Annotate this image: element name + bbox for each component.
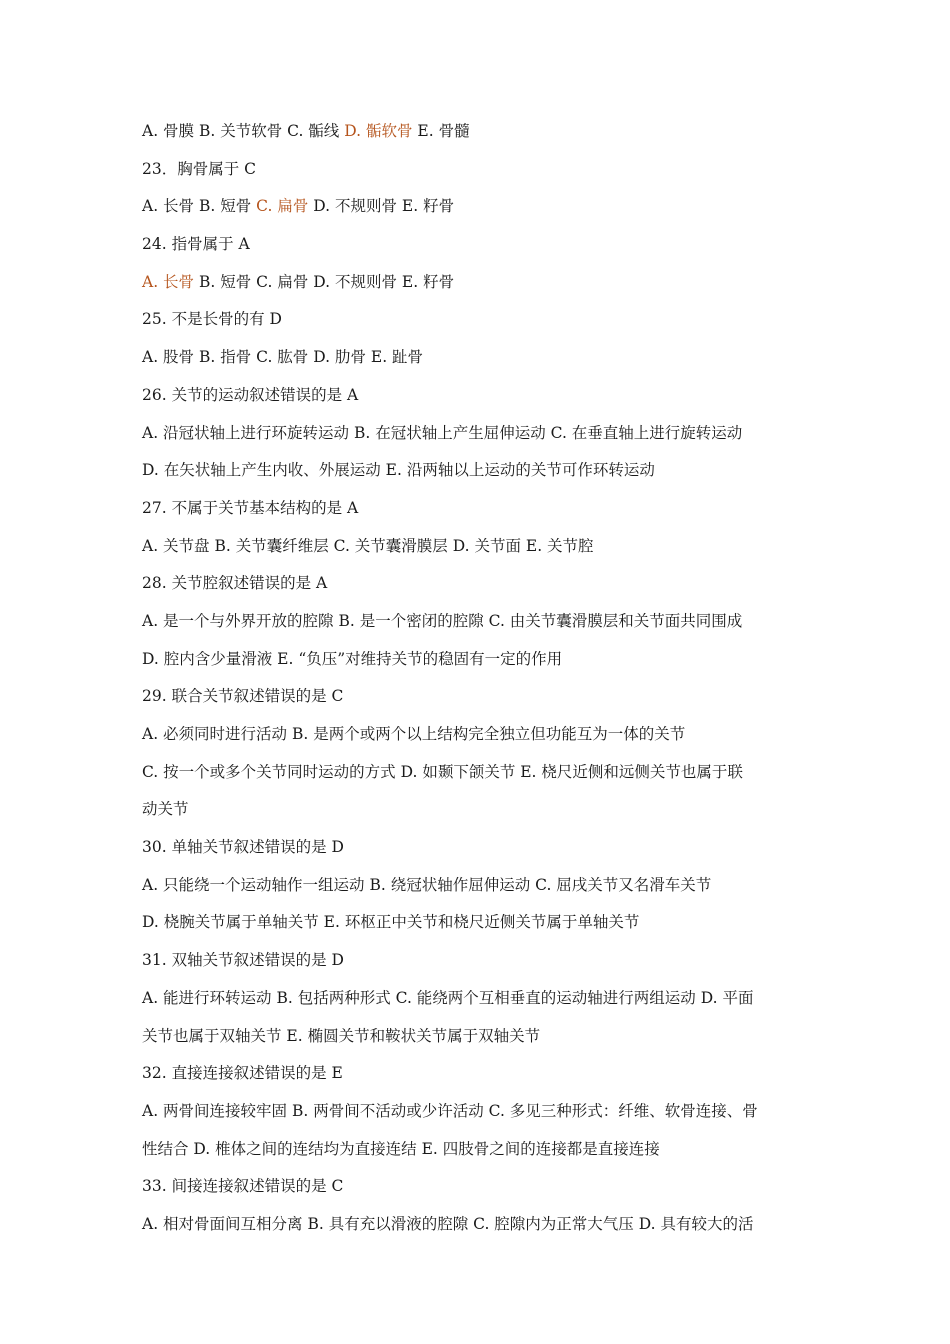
text-line bbox=[142, 1093, 822, 1131]
text-line bbox=[142, 226, 822, 264]
text-segment: 24. 指骨属于 A bbox=[142, 235, 250, 254]
text-segment: A. 只能绕一个运动轴作一组运动 B. 绕冠状轴作屈伸运动 C. 屈戌关节又名滑车关节 bbox=[142, 875, 712, 894]
text-segment: 23．胸骨属于 C bbox=[142, 159, 257, 178]
text-line bbox=[142, 1018, 822, 1056]
text-segment: C. 按一个或多个关节同时运动的方式 D. 如颞下颌关节 E. 桡尺近侧和远侧关节也属于联 bbox=[142, 762, 743, 781]
text-line bbox=[142, 1131, 822, 1169]
text-line bbox=[142, 603, 822, 641]
text-segment: 33. 间接连接叙述错误的是 C bbox=[142, 1177, 344, 1196]
text-segment: 29. 联合关节叙述错误的是 C bbox=[142, 687, 344, 706]
text-segment: D. 不规则骨 E. 籽骨 bbox=[308, 197, 455, 216]
text-segment: 25. 不是长骨的有 D bbox=[142, 310, 282, 329]
text-segment: A. 相对骨面间互相分离 B. 具有充以滑液的腔隙 C. 腔隙内为正常大气压 D. 具有较大的活 bbox=[142, 1214, 754, 1233]
text-line bbox=[142, 942, 822, 980]
text-line bbox=[142, 980, 822, 1018]
text-line bbox=[142, 264, 822, 302]
text-line bbox=[142, 452, 822, 490]
text-segment: 31. 双轴关节叙述错误的是 D bbox=[142, 951, 344, 970]
text-line bbox=[142, 1206, 822, 1244]
text-line bbox=[142, 151, 822, 189]
text-line bbox=[142, 301, 822, 339]
text-line bbox=[142, 1168, 822, 1206]
text-line bbox=[142, 678, 822, 716]
text-line bbox=[142, 415, 822, 453]
text-segment: 27. 不属于关节基本结构的是 A bbox=[142, 498, 359, 517]
text-line bbox=[142, 716, 822, 754]
highlighted-answer: C. 扁骨 bbox=[256, 197, 309, 216]
text-line bbox=[142, 754, 822, 792]
text-segment: 28. 关节腔叙述错误的是 A bbox=[142, 574, 328, 593]
text-segment: A. 沿冠状轴上进行环旋转运动 B. 在冠状轴上产生屈伸运动 C. 在垂直轴上进行旋转运动 bbox=[142, 423, 743, 442]
text-segment: 30. 单轴关节叙述错误的是 D bbox=[142, 838, 344, 857]
text-line bbox=[142, 1055, 822, 1093]
text-segment: E. 骨髓 bbox=[412, 122, 470, 140]
text-segment: A. 骨膜 B. 关节软骨 C. 骺线 bbox=[142, 122, 345, 140]
text-line bbox=[142, 490, 822, 528]
text-segment: B. 短骨 C. 扁骨 D. 不规则骨 E. 籽骨 bbox=[194, 272, 455, 291]
text-line bbox=[142, 377, 822, 415]
text-segment: 26. 关节的运动叙述错误的是 A bbox=[142, 385, 359, 404]
document-page bbox=[142, 113, 822, 1244]
text-segment: 性结合 D. 椎体之间的连结均为直接连结 E. 四肢骨之间的连接都是直接连接 bbox=[142, 1139, 660, 1158]
text-segment: D. 腔内含少量滑液 E. “负压”对维持关节的稳固有一定的作用 bbox=[142, 649, 563, 668]
text-line bbox=[142, 113, 822, 151]
text-line bbox=[142, 528, 822, 566]
text-segment: A. 长骨 B. 短骨 bbox=[142, 197, 257, 216]
text-line bbox=[142, 791, 822, 829]
text-segment: A. 两骨间连接较牢固 B. 两骨间不活动或少许活动 C. 多见三种形式：纤维、软骨连接、骨 bbox=[142, 1101, 758, 1120]
text-segment: A. 关节盘 B. 关节囊纤维层 C. 关节囊滑膜层 D. 关节面 E. 关节腔 bbox=[142, 536, 594, 555]
text-line bbox=[142, 565, 822, 603]
text-segment: A. 能进行环转运动 B. 包括两种形式 C. 能绕两个互相垂直的运动轴进行两组运动 D. 平面 bbox=[142, 988, 754, 1007]
text-line bbox=[142, 867, 822, 905]
text-segment: A. 必须同时进行活动 B. 是两个或两个以上结构完全独立但功能互为一体的关节 bbox=[142, 725, 686, 743]
highlighted-answer: D. 骺软骨 bbox=[344, 122, 413, 140]
text-segment: D. 桡腕关节属于单轴关节 E. 环枢正中关节和桡尺近侧关节属于单轴关节 bbox=[142, 913, 640, 932]
text-segment: A. 是一个与外界开放的腔隙 B. 是一个密闭的腔隙 C. 由关节囊滑膜层和关节面共同围成 bbox=[142, 611, 743, 630]
text-line bbox=[142, 339, 822, 377]
text-segment: A. 股骨 B. 指骨 C. 肱骨 D. 肋骨 E. 趾骨 bbox=[142, 348, 424, 367]
highlighted-answer: A. 长骨 bbox=[142, 272, 195, 291]
text-line bbox=[142, 829, 822, 867]
text-segment: 动关节 bbox=[142, 800, 189, 819]
text-segment: D. 在矢状轴上产生内收、外展运动 E. 沿两轴以上运动的关节可作环转运动 bbox=[142, 461, 655, 480]
text-segment: 关节也属于双轴关节 E. 椭圆关节和鞍状关节属于双轴关节 bbox=[142, 1026, 541, 1045]
text-segment: 32. 直接连接叙述错误的是 E bbox=[142, 1064, 343, 1083]
text-line bbox=[142, 904, 822, 942]
text-line bbox=[142, 188, 822, 226]
text-line bbox=[142, 641, 822, 679]
